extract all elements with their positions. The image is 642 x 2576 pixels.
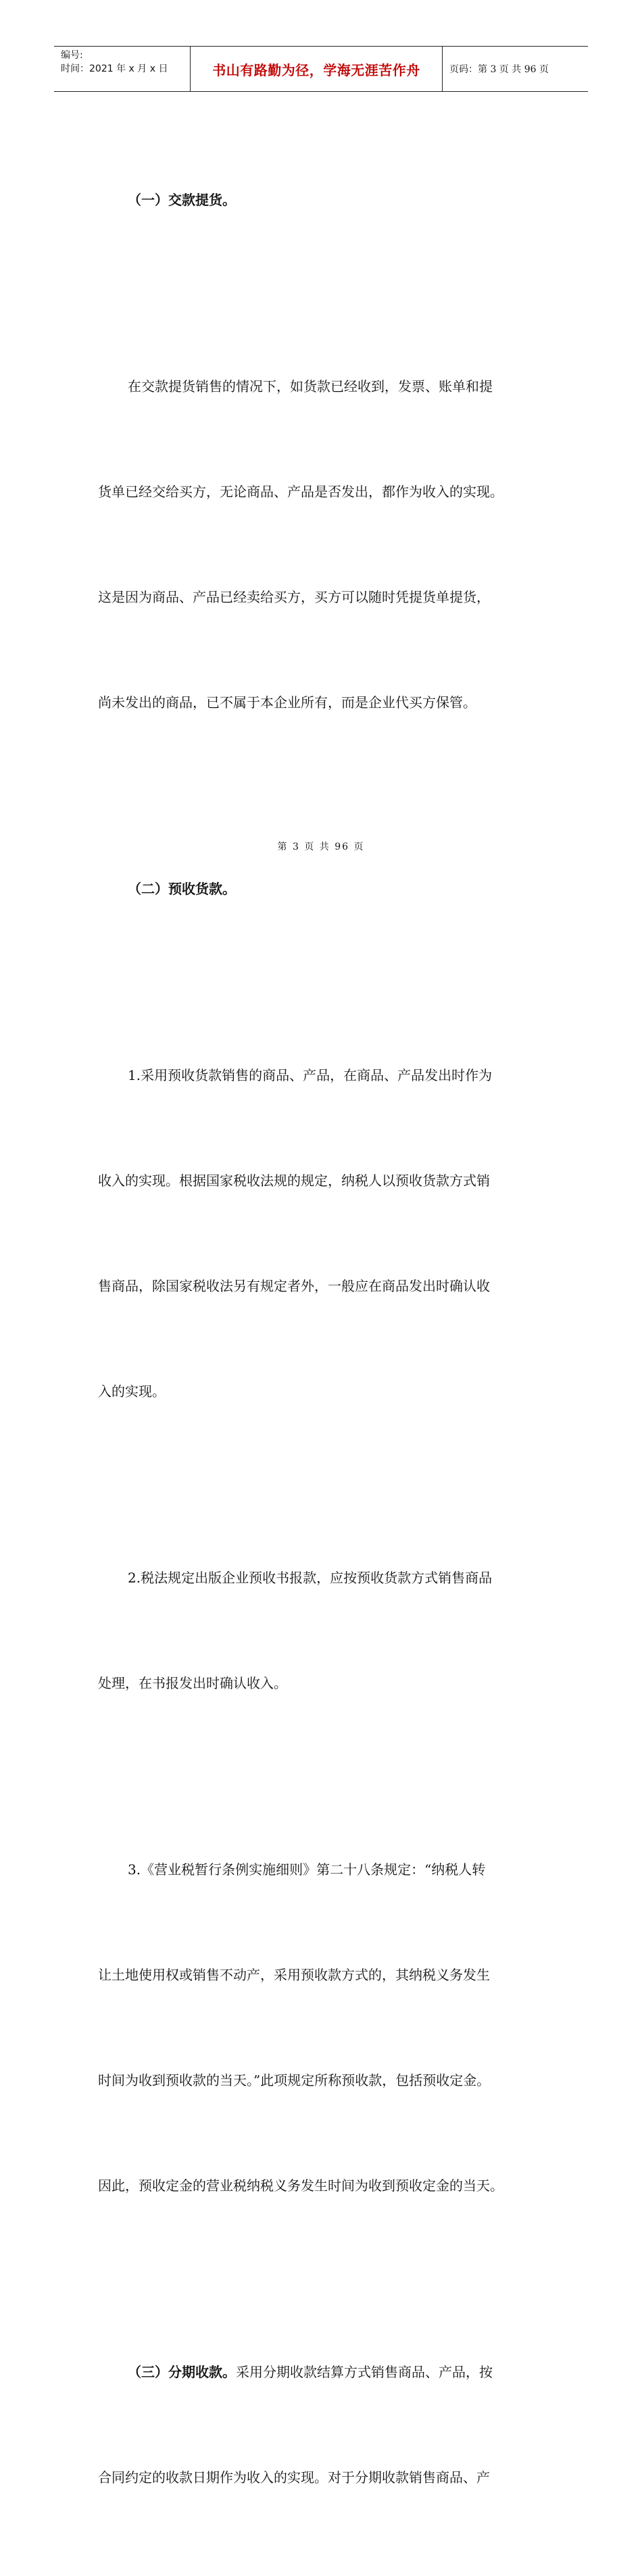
paragraph-line <box>98 2354 551 2390</box>
header-meta <box>54 47 191 91</box>
paragraph-line: 收入的实现。根据国家税收法规的规定，纳税人以预收货款方式销 <box>98 1173 490 1189</box>
paragraph-line: 货单已经交给买方，无论商品、产品是否发出，都作为收入的实现。 <box>98 484 503 500</box>
paragraph-line: 3.《营业税暂行条例实施细则》第二十八条规定：“纳税人转 <box>128 1861 486 1878</box>
section-heading-2 <box>98 801 551 977</box>
paragraph-text: 采用分期收款结算方式销售商品、产品，按 <box>236 2364 493 2380</box>
paragraph-line: 1.采用预收货款销售的商品、产品，在商品、产品发出时作为 <box>128 1067 493 1083</box>
paragraph-line: 处理，在书报发出时确认收入。 <box>98 1675 287 1691</box>
document-number-label: 编号: <box>61 50 83 61</box>
paragraph-line: 售商品，除国家税收法另有规定者外，一般应在商品发出时确认收 <box>98 1278 490 1294</box>
paragraph-line: 在交款提货销售的情况下，如货款已经收到，发票、账单和提 <box>128 378 493 394</box>
page-header <box>54 46 588 92</box>
paragraph-line: 2.税法规定出版企业预收书报款，应按预收货款方式销售商品 <box>128 1570 493 1586</box>
footer-page-number: 第 3 页 共 96 页 <box>277 842 365 852</box>
header-page-info <box>443 47 588 91</box>
paragraph-line: 入的实现。 <box>98 1383 166 1399</box>
motto-text: 书山有路勤为径，学海无涯苦作舟 <box>212 61 420 78</box>
paragraph-4 <box>98 1782 551 2273</box>
paragraph-1 <box>98 299 551 790</box>
heading-text: （三）分期收款。 <box>128 2364 236 2380</box>
page-footer <box>0 840 642 853</box>
paragraph-line: 因此，预收定金的营业税纳税义务发生时间为收到预收定金的当天。 <box>98 2178 503 2194</box>
paragraph-5 <box>98 2284 551 2565</box>
heading-text: （二）预收货款。 <box>128 881 236 897</box>
paragraph-2 <box>98 987 551 1479</box>
page-info-text: 页码：第 3 页 共 96 页 <box>449 64 549 75</box>
paragraph-3 <box>98 1490 551 1771</box>
header-motto <box>191 47 443 91</box>
document-time-label: 时间：2021 年 x 月 x 日 <box>61 63 168 74</box>
section-heading-1 <box>98 112 551 288</box>
document-body <box>98 112 551 2576</box>
paragraph-line: 这是因为商品、产品已经卖给买方，买方可以随时凭提货单提货， <box>98 589 490 605</box>
paragraph-line: 让土地使用权或销售不动产，采用预收款方式的，其纳税义务发生 <box>98 1967 490 1983</box>
paragraph-line: 时间为收到预收款的当天。”此项规定所称预收款，包括预收定金。 <box>98 2072 491 2088</box>
paragraph-line: 尚未发出的商品，已不属于本企业所有，而是企业代买方保管。 <box>98 694 476 711</box>
paragraph-line: 合同约定的收款日期作为收入的实现。对于分期收款销售商品、产 <box>98 2469 490 2485</box>
heading-text: （一）交款提货。 <box>128 192 236 208</box>
